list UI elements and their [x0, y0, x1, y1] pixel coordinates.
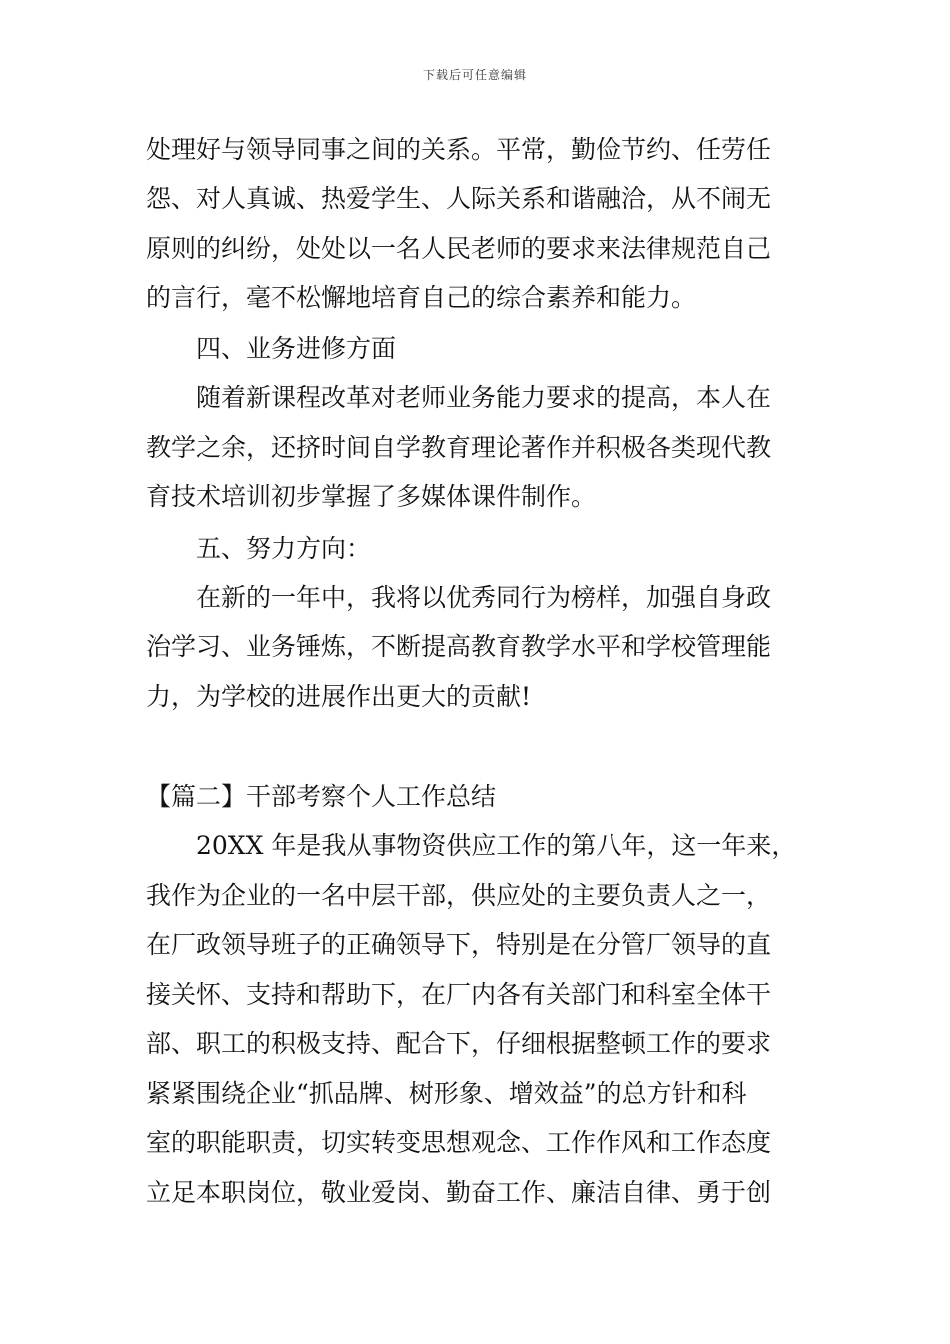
paragraph-line: 力，为学校的进展作出更大的贡献! [146, 682, 532, 711]
paragraph-line: 治学习、业务锤炼，不断提高教育教学水平和学校管理能 [146, 632, 772, 661]
paragraph-line: 原则的纠纷，处处以一名人民老师的要求来法律规范自己 [146, 234, 772, 263]
paragraph-line: 随着新课程改革对老师业务能力要求的提高，本人在 [196, 383, 772, 412]
header-note: 下载后可任意编辑 [422, 68, 527, 82]
paragraph-line: 在新的一年中，我将以优秀同行为榜样，加强自身政 [196, 583, 772, 612]
paragraph-line: 接关怀、支持和帮助下，在厂内各有关部门和科室全体干 [146, 980, 772, 1009]
paragraph-line: 怨、对人真诚、热爱学生、人际关系和谐融洽，从不闹无 [146, 184, 772, 213]
section-heading: 四、业务进修方面 [196, 334, 397, 363]
paragraph-line: 我作为企业的一名中层干部，供应处的主要负责人之一， [146, 881, 772, 910]
section-heading: 五、努力方向： [196, 534, 372, 563]
paragraph-line: 育技术培训初步掌握了多媒体课件制作。 [146, 482, 597, 511]
paragraph-line: 部、职工的积极支持、配合下，仔细根据整顿工作的要求 [146, 1029, 772, 1058]
paragraph-line: 的言行，毫不松懈地培育自己的综合素养和能力。 [146, 283, 697, 312]
paragraph-line: 20XX 年是我从事物资供应工作的第八年，这一年来， [196, 831, 797, 860]
paragraph-line: 处理好与领导同事之间的关系。平常，勤俭节约、任劳任 [146, 135, 772, 164]
paragraph-line: 教学之余，还挤时间自学教育理论著作并积极各类现代教 [146, 433, 772, 462]
article-title: 【篇二】干部考察个人工作总结 [146, 782, 497, 811]
paragraph-line: 紧紧围绕企业“抓品牌、树形象、增效益”的总方针和科 [146, 1079, 747, 1108]
paragraph-line: 室的职能职责，切实转变思想观念、工作作风和工作态度 [146, 1128, 772, 1157]
paragraph-line: 立足本职岗位，敬业爱岗、勤奋工作、廉洁自律、勇于创 [146, 1178, 772, 1207]
paragraph-line: 在厂政领导班子的正确领导下，特别是在分管厂领导的直 [146, 930, 772, 959]
